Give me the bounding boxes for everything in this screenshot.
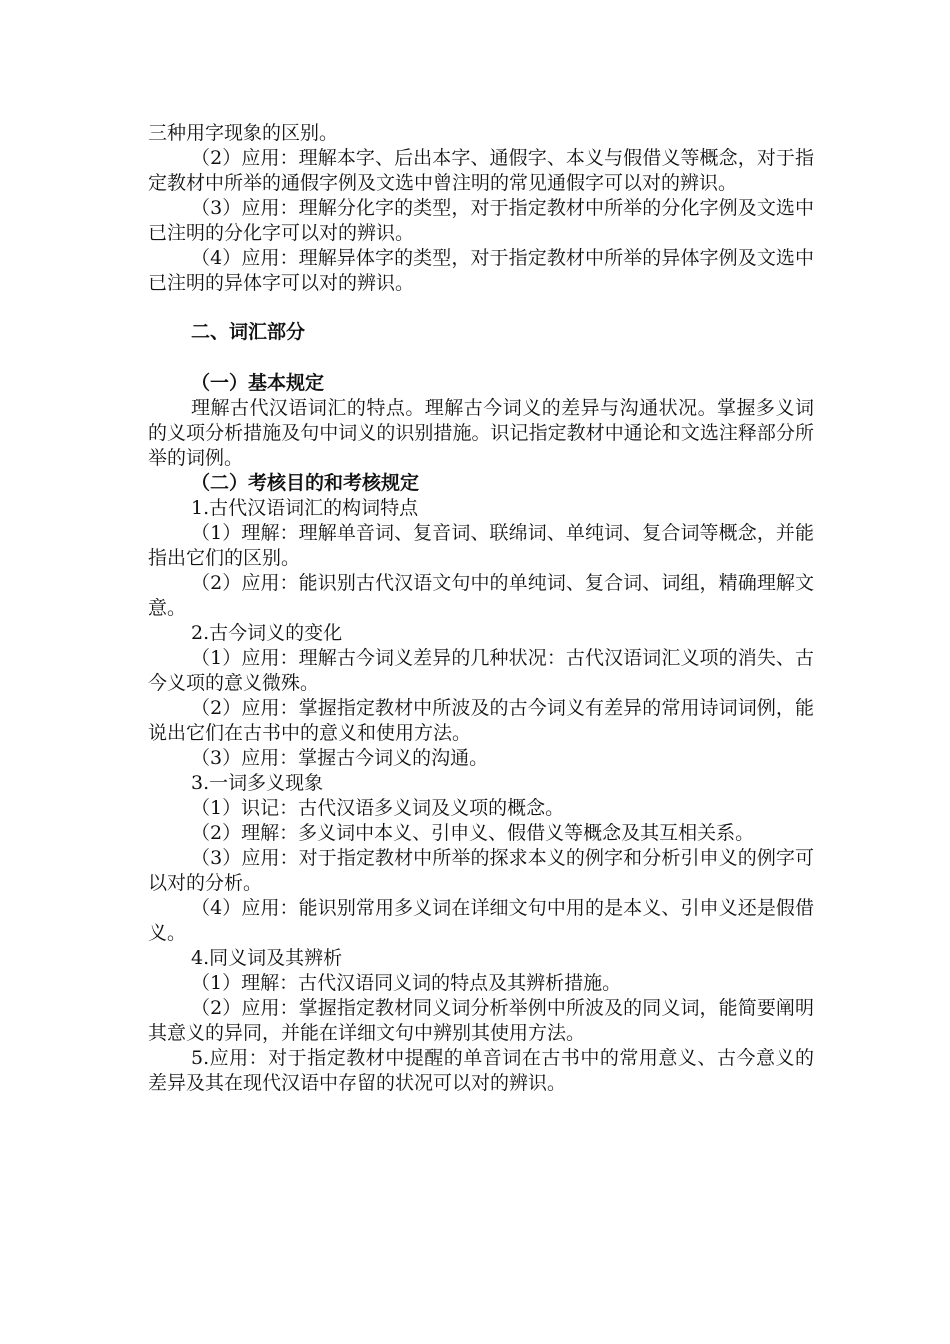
paragraph: （1）理解：古代汉语同义词的特点及其辨析措施。 [191,972,622,994]
paragraph: （3）应用：掌握古今词义的沟通。 [191,747,489,769]
paragraph: （2）理解：多义词中本义、引申义、假借义等概念及其互相关系。 [191,822,755,844]
paragraph: 4.同义词及其辨析 [191,947,343,969]
paragraph: （4）应用：理解异体字的类型，对于指定教材中所举的异体字例及文选中已注明的异体字可以对的辨识。 [148,247,814,294]
paragraph: （2）应用：掌握指定教材中所波及的古今词义有差异的常用诗词词例，能说出它们在古书中的意义和使用方法。 [148,697,814,744]
document-page [148,121,814,1096]
paragraph: （4）应用：能识别常用多义词在详细文句中用的是本义、引申义还是假借义。 [148,897,814,944]
paragraph: 5.应用：对于指定教材中提醒的单音词在古书中的常用意义、古今意义的差异及其在现代汉语中存留的状况可以对的辨识。 [148,1047,814,1094]
paragraph: 2.古今词义的变化 [191,622,343,644]
paragraph: （3）应用：对于指定教材中所举的探求本义的例字和分析引申义的例字可以对的分析。 [148,847,814,894]
section-heading: 二、词汇部分 [191,321,306,343]
paragraph: 三种用字现象的区别。 [148,122,339,144]
paragraph: 理解古代汉语词汇的特点。理解古今词义的差异与沟通状况。掌握多义词的义项分析措施及句中词义的识别措施。识记指定教材中通论和文选注释部分所举的词例。 [148,397,814,469]
paragraph: 3.一词多义现象 [191,772,324,794]
subsection-heading: （一）基本规定 [191,372,325,394]
paragraph: 1.古代汉语词汇的构词特点 [191,497,419,519]
paragraph: （1）应用：理解古今词义差异的几种状况：古代汉语词汇义项的消失、古今义项的意义微殊。 [148,647,814,694]
subsection-heading: （二）考核目的和考核规定 [191,472,420,494]
paragraph: （3）应用：理解分化字的类型，对于指定教材中所举的分化字例及文选中已注明的分化字可以对的辨识。 [148,197,814,244]
paragraph: （2）应用：掌握指定教材同义词分析举例中所波及的同义词，能简要阐明其意义的异同，并能在详细文句中辨别其使用方法。 [148,997,814,1044]
paragraph: （1）理解：理解单音词、复音词、联绵词、单纯词、复合词等概念，并能指出它们的区别。 [148,522,814,569]
paragraph: （2）应用：理解本字、后出本字、通假字、本义与假借义等概念，对于指定教材中所举的通假字例及文选中曾注明的常见通假字可以对的辨识。 [148,147,814,194]
paragraph: （2）应用：能识别古代汉语文句中的单纯词、复合词、词组，精确理解文意。 [148,572,814,619]
paragraph: （1）识记：古代汉语多义词及义项的概念。 [191,797,565,819]
